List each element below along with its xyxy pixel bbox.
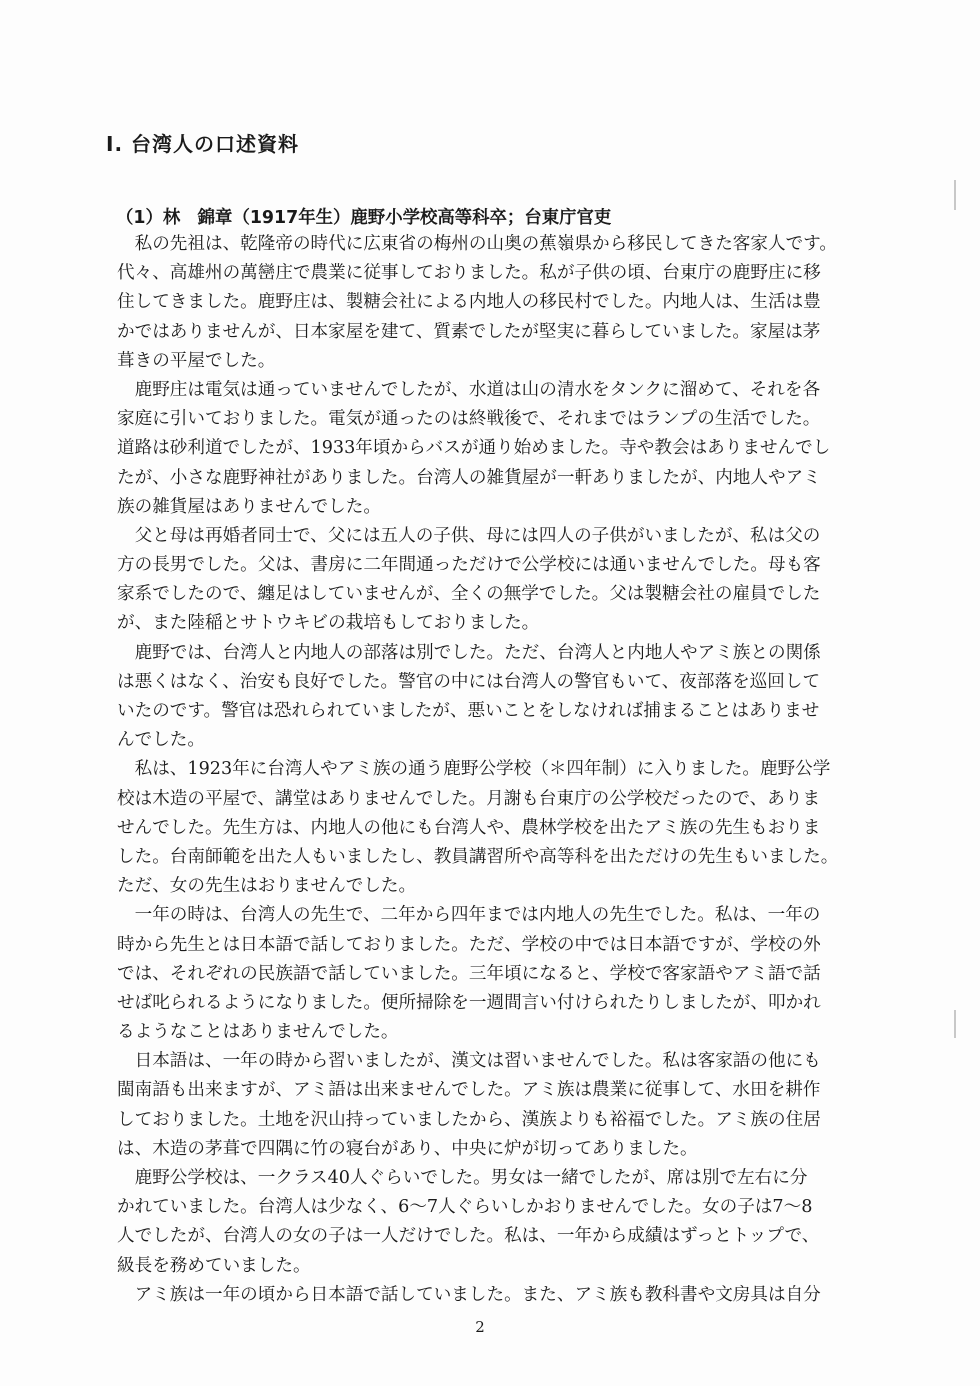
text-line: 家庭に引いておりました。電気が通ったのは終戦後で、それまではランプの生活でした。: [117, 409, 821, 430]
text-line: では、それぞれの民族語で話していました。三年頃になると、学校で客家語やアミ語で話: [117, 963, 821, 984]
text-line: 級長を務めていました。: [117, 1255, 311, 1276]
text-line: は、木造の茅葺で四隅に竹の寝台があり、中央に炉が切ってありました。: [117, 1138, 698, 1159]
text-line: たが、小さな鹿野神社がありました。台湾人の雑貨屋が一軒ありましたが、内地人やアミ: [117, 467, 821, 488]
text-line: 人でしたが、台湾人の女の子は一人だけでした。私は、一年から成績はずっとトップで、: [117, 1226, 820, 1247]
text-line: アミ族は一年の頃から日本語で話していました。また、アミ族も教科書や文房具は自分: [117, 1284, 821, 1305]
text-line: 鹿野庄は電気は通っていませんでしたが、水道は山の清水をタンクに溜めて、それを各: [117, 379, 821, 400]
text-line: 一年の時は、台湾人の先生で、二年から四年までは内地人の先生でした。私は、一年の: [117, 905, 821, 926]
text-line: 道路は砂利道でしたが、1933年頃からバスが通り始めました。寺や教会はありませんでし: [117, 438, 831, 459]
text-line: いたのです。警官は恐れられていましたが、悪いことをしなければ捕まることはありませ: [117, 701, 820, 721]
text-line: は悪くはなく、治安も良好でした。警官の中には台湾人の警官もいて、夜部落を巡回して: [117, 671, 821, 692]
page-number: 2: [475, 1318, 485, 1336]
text-line: んでした。: [117, 730, 205, 751]
interview-heading: （1）林 錦章（1917年生）鹿野小学校高等科卒；台東庁官吏: [116, 208, 612, 228]
text-line: 私の先祖は、乾隆帝の時代に広東省の梅州の山奥の蕉嶺県から移民してきた客家人です。: [117, 234, 837, 254]
text-line: 日本語は、一年の時から習いましたが、漢文は習いませんでした。私は客家語の他にも: [117, 1051, 821, 1072]
text-line: 父と母は再婚者同士で、父には五人の子供、母には四人の子供がいましたが、私は父の: [117, 525, 821, 546]
scan-artifact: [954, 180, 956, 210]
text-line: 閩南語も出来ますが、アミ語は出来ませんでした。アミ族は農業に従事して、水田を耕作: [117, 1080, 821, 1101]
text-line: 校は木造の平屋で、講堂はありませんでした。月謝も台東庁の公学校だったので、ありま: [117, 788, 821, 809]
text-line: した。台南師範を出た人もいましたし、教員講習所や高等科を出ただけの先生もいました。: [117, 846, 839, 867]
text-line: せば叱られるようになりました。便所掃除を一週間言い付けられたりしましたが、叩かれ: [117, 992, 821, 1013]
section-heading: Ⅰ. 台湾人の口述資料: [106, 132, 300, 156]
text-line: 代々、高雄州の萬巒庄で農業に従事しておりました。私が子供の頃、台東庁の鹿野庄に移: [117, 263, 821, 284]
text-line: 家系でしたので、纏足はしていませんが、全くの無学でした。父は製糖会社の雇員でした: [117, 584, 821, 605]
text-line: 私は、1923年に台湾人やアミ族の通う鹿野公学校（＊四年制）に入りました。鹿野公学: [117, 759, 831, 780]
text-line: るようなことはありませんでした。: [117, 1022, 399, 1043]
text-line: が、また陸稲とサトウキビの栽培もしておりました。: [117, 613, 540, 634]
text-line: しておりました。土地を沢山持っていましたから、漢族よりも裕福でした。アミ族の住居: [117, 1109, 821, 1130]
text-line: 時から先生とは日本語で話しておりました。ただ、学校の中では日本語ですが、学校の外: [117, 934, 821, 955]
text-line: 族の雑貨屋はありませんでした。: [117, 496, 381, 517]
text-line: 住してきました。鹿野庄は、製糖会社による内地人の移民村でした。内地人は、生活は豊: [117, 292, 821, 313]
text-line: ただ、女の先生はおりませんでした。: [117, 876, 417, 897]
text-line: せんでした。先生方は、内地人の他にも台湾人や、農林学校を出たアミ族の先生もおりま: [117, 817, 821, 838]
text-line: かではありませんが、日本家屋を建て、質素でしたが堅実に暮らしていました。家屋は茅: [117, 321, 821, 342]
text-line: 鹿野では、台湾人と内地人の部落は別でした。ただ、台湾人と内地人やアミ族との関係: [117, 642, 821, 663]
text-line: 鹿野公学校は、一クラス40人ぐらいでした。男女は一緒でしたが、席は別で左右に分: [117, 1168, 808, 1188]
text-line: 葺きの平屋でした。: [117, 350, 276, 371]
text-line: 方の長男でした。父は、書房に二年間通っただけで公学校には通いませんでした。母も客: [117, 555, 821, 576]
scan-artifact: [954, 1010, 956, 1038]
text-line: かれていました。台湾人は少なく、6～7人ぐらいしかおりませんでした。女の子は7～8: [117, 1197, 813, 1218]
body-text: [117, 230, 844, 1310]
